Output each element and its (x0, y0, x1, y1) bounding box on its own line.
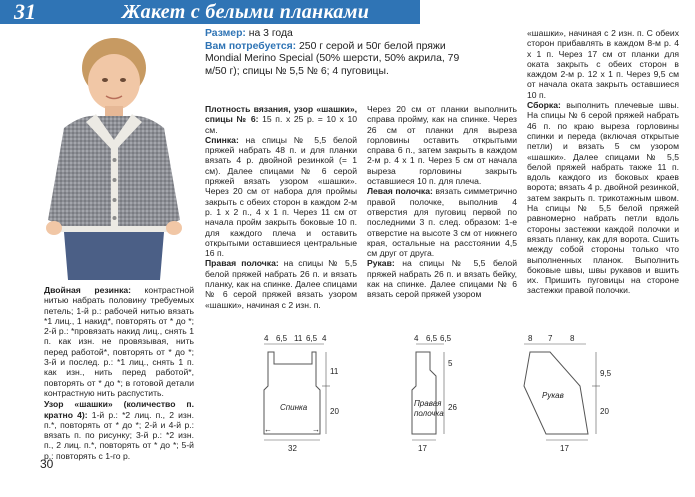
right-front-cont-text: Через 20 см от планки выполнить справа пройму, как на спинке. Через 26 см от планки для выреза горловины оставить открытыми справа 6 п., затем закрыть в каждом 2-м р. 4 х 1 п. Через 5 см от начала выреза горловины закрыть оставшиеся 10 п. для плеча. (367, 104, 517, 187)
pattern-title: Жакет с белыми планками (122, 1, 370, 23)
photo-child-jacket (34, 30, 192, 280)
schematic-diagrams (200, 330, 695, 460)
back-side-0: 11 (330, 367, 339, 376)
size-label: Размер: (205, 28, 246, 39)
sleeve-schematic (524, 334, 612, 453)
fourth-column (527, 28, 679, 296)
front-label-1: Правая (414, 399, 442, 408)
back-bottom-arrow-left: ← (264, 425, 272, 434)
back-top-2: 11 (294, 334, 303, 343)
back-top-0: 4 (264, 334, 269, 343)
left-column (44, 285, 194, 461)
size-value: на 3 года (245, 28, 293, 39)
front-top-1: 6,5 (426, 334, 438, 343)
left-front-text: вязать симметрично правой полочке, выполнив 4 отверстия для пуговиц первой по последними 3 п. след. образом: 1-е отверстие на высоте 3 см от нижнего края, остальные на расстоянии 4,5 см друг от друга. (367, 186, 517, 259)
pattern-number: 31 (14, 0, 36, 24)
front-side-1: 26 (448, 403, 457, 412)
front-side-0: 5 (448, 359, 453, 368)
right-front-text: на спицы № 5,5 белой пряжей набрать 26 п. и вязать планку, как на спинке. Далее спицами № 6 серой пряжей вязать узором «шашки», начиная с 2 изн. п. (205, 258, 357, 310)
back-bottom-arrow-right: → (312, 425, 320, 434)
sleeve-side-1: 20 (600, 407, 609, 416)
left-front-title: Левая полочка: (367, 186, 433, 197)
double-rib-title: Двойная резинка: (44, 285, 132, 295)
page-number: 30 (40, 457, 54, 471)
back-side-1: 20 (330, 407, 339, 416)
sleeve-top-1: 7 (548, 334, 553, 343)
back-schematic (264, 334, 339, 453)
sleeve-top-0: 8 (528, 334, 533, 343)
front-top-0: 4 (414, 334, 419, 343)
sleeve-top-2: 8 (570, 334, 575, 343)
front-schematic (412, 334, 457, 453)
check-pattern-title: Узор «шашки» (количество п. кратно 4): (44, 399, 194, 420)
back-top-4: 4 (322, 334, 327, 343)
back-text: на спицы № 5,5 белой пряжей набрать 48 п. и для планки вязать 4 р. двойной резинкой (= 1 см). Далее спицами № 6 серой пряжей вязать узором «шашки». Через 20 см от набора для проймы закрыть с обеих сторон в каждом 2-м р. 1 х 2 п., 4 х 1 п. Через 11 см от начала пройм закрыть боковые 10 п. для каждого плеча и оставить открытыми оставшиеся центральные 16 п. (205, 134, 357, 259)
density-text: 15 п. х 25 р. = 10 х 10 см. (205, 114, 358, 135)
assembly-title: Сборка: (527, 100, 561, 111)
back-top-1: 6,5 (276, 334, 288, 343)
sleeve-title: Рукав: (367, 258, 395, 269)
back-title: Спинка: (205, 134, 239, 145)
intro-block (205, 28, 465, 78)
back-bottom: 32 (288, 444, 297, 453)
back-top-3: 6,5 (306, 334, 318, 343)
back-label: Спинка (280, 403, 308, 412)
check-pattern-text: 1-й р.: *2 лиц. п., 2 изн. п.*, повторять от * до *; 2-й и 4-й р.: вязать п. по рисунку; 3-й р.: *2 изн. п., 2 лиц. п.*, повторять от * до *; 5-й р.: повторять с 1-го р. (44, 409, 194, 461)
sleeve-cont-text: «шашки», начиная с 2 изн. п. С обеих сторон прибавлять в каждом 8-м р. 4 х 1 п. Через 17 см от планки для оката закрыть с обеих сторон в каждом 2-м р. 12 х 1 п. Через 9,5 см от начала оката закрыть оставшиеся 10 п. (527, 28, 679, 100)
right-front-title: Правая полочка: (205, 258, 279, 269)
mid-column (205, 104, 357, 310)
sleeve-text: на спицы № 5,5 белой пряжей набрать 26 п. и вязать бейку, как на спинке. Далее спицами № 6 вязать серой пряжей узором (367, 258, 517, 300)
front-top-2: 6,5 (440, 334, 452, 343)
density-title: Плотность вязания, узор «шашки», спицы № 6: (205, 104, 357, 125)
assembly-text: выполнить плечевые швы. На спицы № 6 серой пряжей набрать 46 п. по краю выреза горловины спинки и переда (включая открытые петли) и вязать 5 см узором «шашки». Далее спицами № 5,5 белой пряжей набрать также 11 п. вдоль каждого из боковых краев ворота; вязать 4 р. двойной резинкой, затем закрыть п. трикотажным швом. На спицы № 5,5 белой пряжей равномерно набрать петли вдоль стороны застежки каждой полочки и вязать планку, как для ворота. Сшить между собой стороны только что выполненных планок. Выполнить боковые швы, швы рукавов и вшить их. Пришить пуговицы на стороне застежки правой полочки. (527, 100, 679, 296)
front-label-2: полочка (414, 409, 444, 418)
front-bottom: 17 (418, 444, 427, 453)
double-rib-text: контрастной нитью набрать половину требуемых петель; 1-й р.: рабочей нитью вязать *1 лиц., 1 накид*, повторять от * до *; 2-й р.: *провязать накид лиц., снять 1 п. как изн. не провязывая, нить перед работой*, повторять от * до *; 3-й и послед. р.: *1 лиц., снять 1 п. как изн., нить перед работой*, повторять от * до *; в готовой детали контрастную нить распустить. (44, 285, 194, 398)
materials-label: Вам потребуется: (205, 40, 297, 52)
sleeve-side-0: 9,5 (600, 369, 612, 378)
header (0, 0, 695, 24)
sleeve-label: Рукав (542, 391, 564, 400)
third-column (367, 104, 517, 300)
sleeve-bottom: 17 (560, 444, 569, 453)
materials-value: 250 г серой и 50г белой пряжи Mondial Merino Special (50% шерсти, 50% акрила, 79 м/50 г); спицы № 5,5 № 6; 4 пуговицы. (205, 40, 460, 77)
